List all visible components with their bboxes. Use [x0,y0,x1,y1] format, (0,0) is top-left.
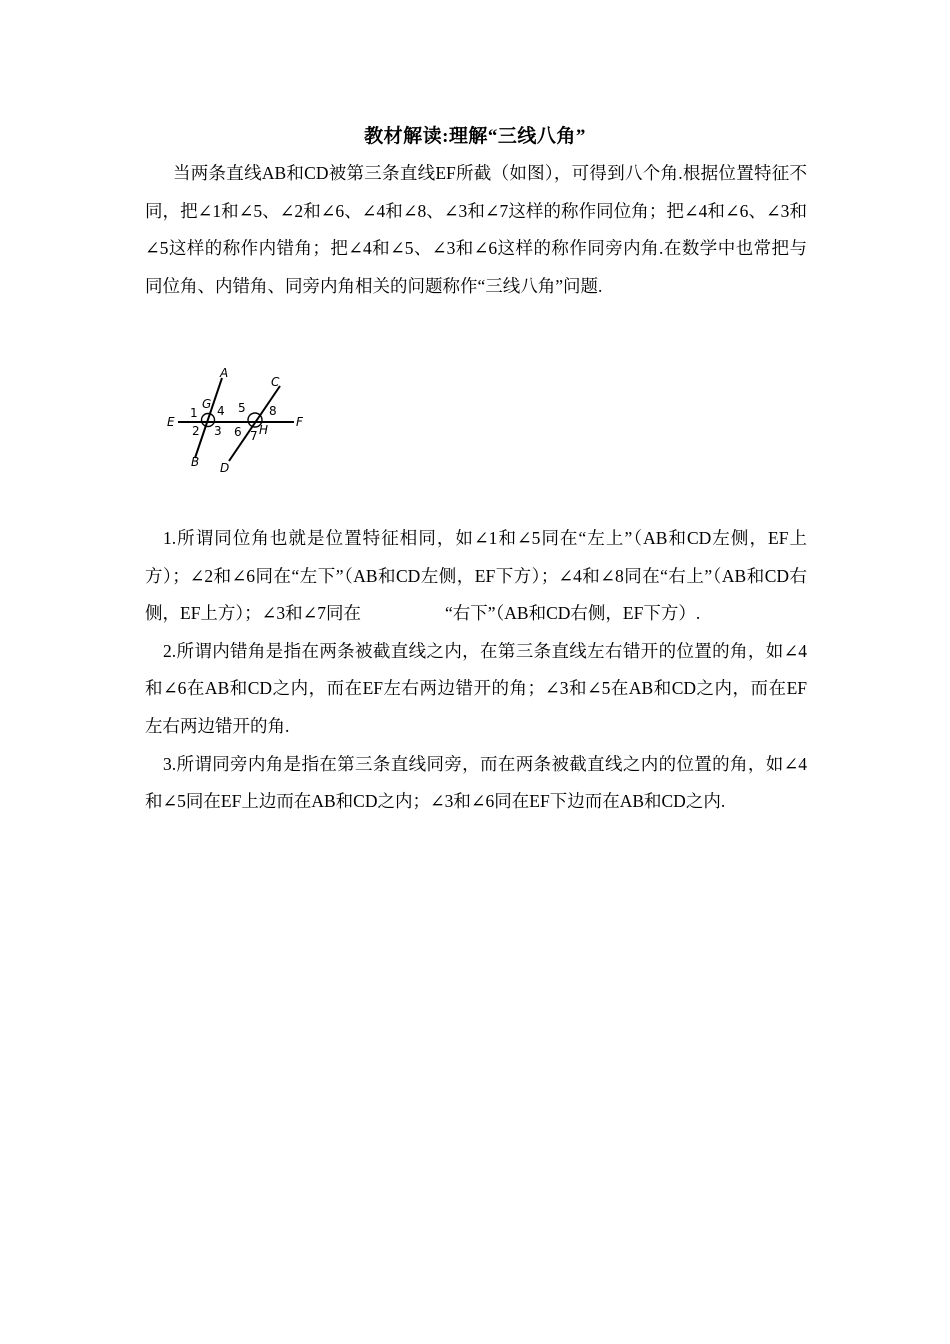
point-alternate-interior-angles: 2.所谓内错角是指在两条被截直线之内，在第三条直线左右错开的位置的角，如∠4和∠6在AB和CD之内，而在EF左右两边错开的角；∠3和∠5在AB和CD之内，而在EF左右两边错开的角. [145,640,807,736]
point-corresponding-angles [145,520,807,633]
label-e: E [167,415,175,429]
point-1-text-b: “右下”（AB和CD右侧，EF下方）. [445,603,701,624]
line-cd [229,386,280,461]
angle-label-1: 1 [190,406,198,420]
intro-text: 当两条直线AB和CD被第三条直线EF所截（如图），可得到八个角.根据位置特征不同，把∠1和∠5、∠2和∠6、∠4和∠8、∠3和∠7这样的称作同位角；把∠4和∠6、∠3和∠5这样的称作内错角；把∠4和∠5、∠3和∠6这样的称作同旁内角.在数学中也常把与同位角、内错角、同旁内角相关的问题称作“三线八角”问题. [145,163,807,296]
label-h: H [259,423,269,437]
angle-label-5: 5 [238,401,246,415]
angle-label-6: 6 [234,425,242,439]
label-f: F [296,415,303,429]
angle-label-3: 3 [214,424,222,438]
point-1-text-a: 1.所谓同位角也就是位置特征相同，如∠1和∠5同在“左上”（AB和CD左侧，EF上方）；∠2和∠6同在“左下”（AB和CD左侧，EF下方）；∠4和∠8同在“右上”（AB和CD右侧，EF上方）；∠3和∠7同在 [145,528,807,624]
three-lines-eight-angles-figure [162,366,312,478]
angle-label-2: 2 [192,424,200,438]
angle-label-4: 4 [217,404,225,418]
explanation-list [145,520,807,821]
line-ab [195,378,222,458]
angle-label-8: 8 [269,404,277,418]
figure-svg [162,366,312,478]
point-same-side-interior-angles: 3.所谓同旁内角是指在第三条直线同旁，而在两条被截直线之内的位置的角，如∠4和∠5同在EF上边而在AB和CD之内；∠3和∠6同在EF下边而在AB和CD之内. [145,753,807,812]
intro-paragraph [145,155,807,305]
label-b: B [191,455,200,469]
document-title: 教材解读:理解“三线八角” [364,126,586,147]
angle-label-7: 7 [250,429,258,443]
label-c: C [271,375,280,389]
label-d: D [220,461,230,475]
label-g: G [202,397,212,411]
label-a: A [220,366,229,380]
